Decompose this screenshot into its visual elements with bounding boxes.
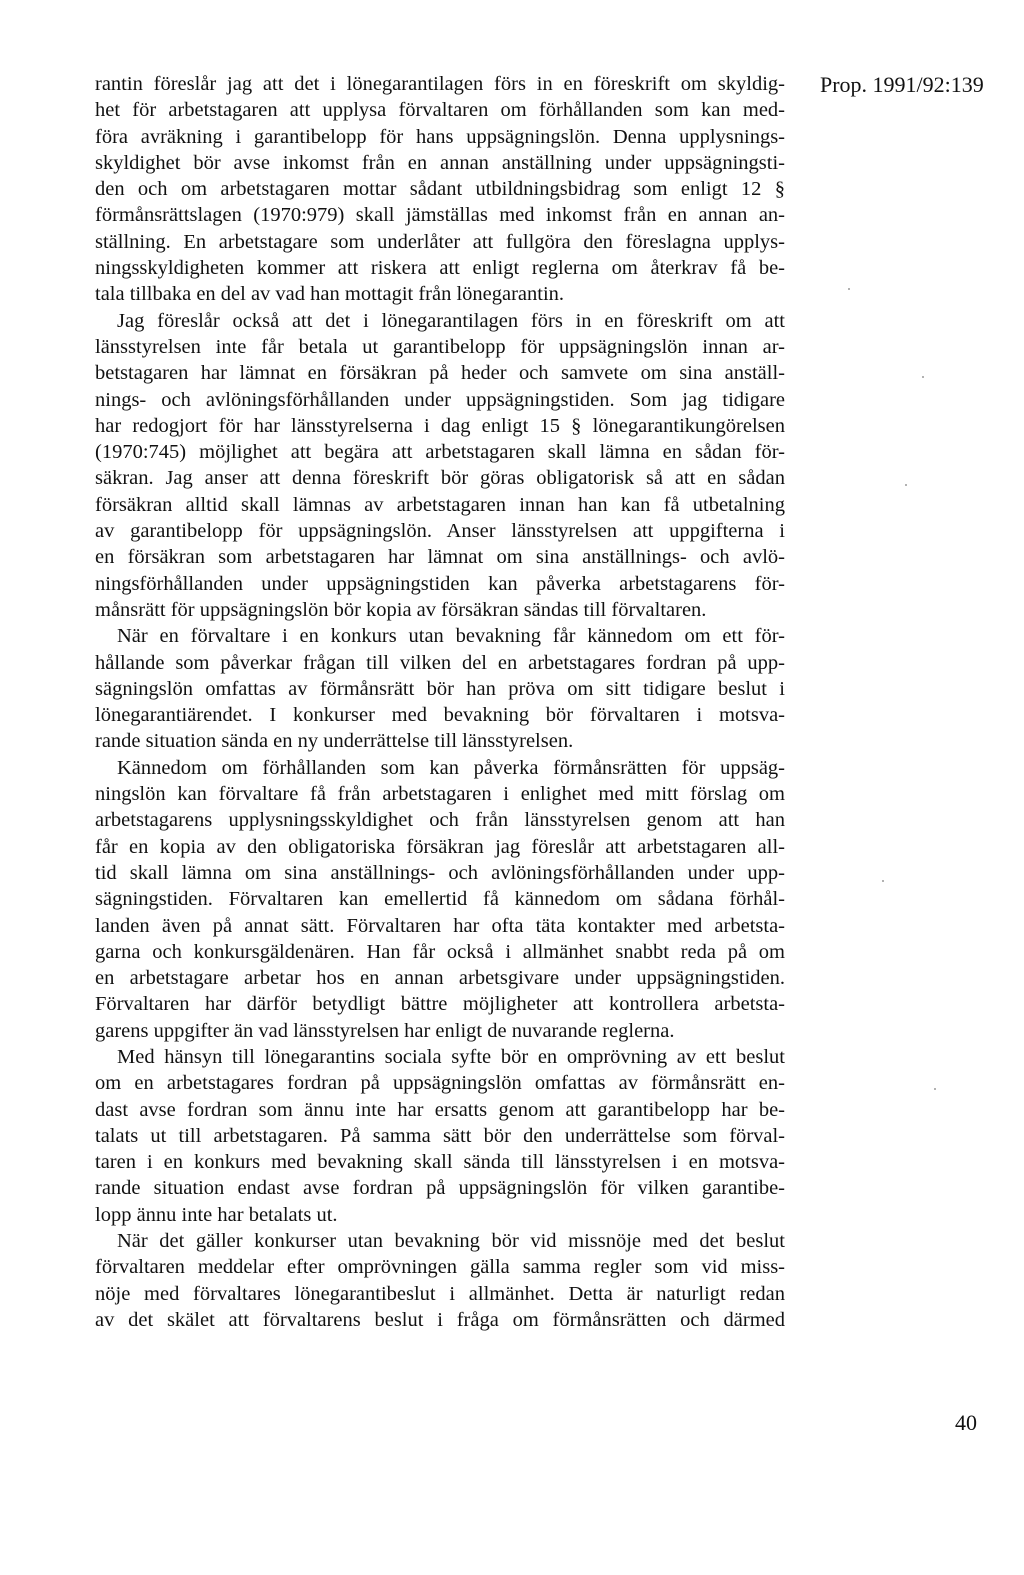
text-line: talats ut till arbetstagaren. På samma sätt bör den underrättelse som förval- xyxy=(95,1124,785,1147)
text-line: garna och konkursgäldenären. Han får också i allmänhet snabbt reda på om xyxy=(95,940,785,963)
text-line: månsrätt för uppsägningslön bör kopia av försäkran sändas till förvaltaren. xyxy=(95,598,707,621)
text-line: länsstyrelsen inte får betala ut garantibelopp för uppsägningslön innan ar- xyxy=(95,335,785,358)
paragraph-1 xyxy=(95,71,785,308)
scan-speck xyxy=(922,376,924,378)
paragraph-3 xyxy=(95,623,785,754)
scan-speck xyxy=(848,288,850,290)
text-line: dast avse fordran som ännu inte har ersatts genom att garantibelopp har be- xyxy=(95,1098,785,1121)
text-line: arbetstagarens upplysningsskyldighet och från länsstyrelsen genom att han xyxy=(95,809,785,832)
text-line: När det gäller konkurser utan bevakning bör vid missnöje med det beslut xyxy=(117,1230,785,1253)
scan-speck xyxy=(882,880,884,882)
text-line: Jag föreslår också att det i lönegarantilagen förs in en föreskrift om att xyxy=(117,309,785,332)
text-line: lopp ännu inte har betalats ut. xyxy=(95,1203,338,1226)
text-line: tid skall lämna om sina anställnings- och avlöningsförhållanden under upp- xyxy=(95,861,785,884)
text-line: ningsförhållanden under uppsägningstiden kan påverka arbetstagarens för- xyxy=(95,572,785,595)
page-number: 40 xyxy=(955,1410,977,1435)
text-line: av garantibelopp för uppsägningslön. Anser länsstyrelsen att uppgifterna i xyxy=(95,520,785,543)
text-line: rantin föreslår jag att det i lönegarantilagen förs in en föreskrift om skyldig- xyxy=(95,73,785,95)
text-line: en försäkran som arbetstagaren har lämnat om sina anställnings- och avlö- xyxy=(95,546,785,569)
text-line: om en arbetstagares fordran på uppsägningslön omfattas av förmånsrätt en- xyxy=(95,1072,785,1095)
text-line: av det skälet att förvaltarens beslut i fråga om förmånsrätten och därmed xyxy=(95,1308,785,1331)
text-line: förmånsrättslagen (1970:979) skall jämställas med inkomst från en annan an- xyxy=(95,204,785,227)
text-line: sägningstiden. Förvaltaren kan emellertid få kännedom om sådana förhål- xyxy=(95,888,785,911)
text-line: (1970:745) möjlighet att begära att arbetstagaren skall lämna en sådan för- xyxy=(95,441,785,464)
body-text xyxy=(95,71,785,1333)
text-line: Förvaltaren har därför betydligt bättre möjligheter att kontrollera arbetsta- xyxy=(95,993,785,1016)
document-reference: Prop. 1991/92:139 xyxy=(820,72,984,97)
text-line: säkran. Jag anser att denna föreskrift bör göras obligatorisk så att en sådan xyxy=(95,467,785,490)
text-line: het för arbetstagaren att upplysa förvaltaren om förhållanden som kan med- xyxy=(95,99,785,122)
scan-speck xyxy=(934,1088,936,1090)
text-line: ningsskyldigheten kommer att riskera att enligt reglerna om återkrav få be- xyxy=(95,257,785,280)
text-line: betstagaren har lämnat en försäkran på heder och samvete om sina anställ- xyxy=(95,362,785,385)
text-line: ningslön kan förvaltare få från arbetstagaren i enlighet med mitt förslag om xyxy=(95,783,785,806)
text-line: har redogjort för har länsstyrelserna i dag enligt 15 § lönegarantikungörelsen xyxy=(95,414,785,437)
text-line: taren i en konkurs med bevakning skall sända till länsstyrelsen i en motsva- xyxy=(95,1151,785,1174)
text-line: ställning. En arbetstagare som underlåter att fullgöra den föreslagna upplys- xyxy=(95,230,785,253)
text-line: Kännedom om förhållanden som kan påverka förmånsrätten för uppsäg- xyxy=(117,756,785,779)
text-line: nöje med förvaltares lönegarantibeslut i allmänhet. Detta är naturligt redan xyxy=(95,1282,785,1305)
text-line: sägningslön omfattas av förmånsrätt bör han pröva om sitt tidigare beslut i xyxy=(95,677,785,700)
paragraph-6 xyxy=(95,1228,785,1333)
text-line: förvaltaren meddelar efter omprövningen gälla samma regler som vid miss- xyxy=(95,1256,785,1279)
paragraph-5 xyxy=(95,1044,785,1228)
text-line: en arbetstagare arbetar hos en annan arbetsgivare under uppsägningstiden. xyxy=(95,967,785,990)
text-line: garens uppgifter än vad länsstyrelsen har enligt de nuvarande reglerna. xyxy=(95,1019,675,1042)
text-line: När en förvaltare i en konkurs utan bevakning får kännedom om ett för- xyxy=(117,625,785,648)
text-line: nings- och avlöningsförhållanden under uppsägningstiden. Som jag tidigare xyxy=(95,388,785,411)
paragraph-2 xyxy=(95,308,785,624)
text-line: den och om arbetstagaren mottar sådant utbildningsbidrag som enligt 12 § xyxy=(95,178,785,201)
text-line: föra avräkning i garantibelopp för hans uppsägningslön. Denna upplysnings- xyxy=(95,125,785,148)
text-line: lönegarantiärendet. I konkurser med bevakning bör förvaltaren i motsva- xyxy=(95,704,785,727)
paragraph-4 xyxy=(95,755,785,1044)
text-line: tala tillbaka en del av vad han mottagit från lönegarantin. xyxy=(95,283,565,306)
text-line: skyldighet bör avse inkomst från en annan anställning under uppsägningsti- xyxy=(95,151,785,174)
text-line: rande situation endast avse fordran på uppsägningslön för vilken garantibe- xyxy=(95,1177,785,1200)
text-line: hållande som påverkar frågan till vilken del en arbetstagares fordran på upp- xyxy=(95,651,785,674)
text-line: får en kopia av den obligatoriska försäkran jag föreslår att arbetstagaren all- xyxy=(95,835,785,858)
text-line: rande situation sända en ny underrättelse till länsstyrelsen. xyxy=(95,730,574,753)
text-line: försäkran alltid skall lämnas av arbetstagaren innan han kan få utbetalning xyxy=(95,493,785,516)
text-line: landen även på annat sätt. Förvaltaren har ofta täta kontakter med arbetsta- xyxy=(95,914,785,937)
text-line: Med hänsyn till lönegarantins sociala syfte bör en omprövning av ett beslut xyxy=(117,1045,785,1068)
scan-speck xyxy=(905,484,907,486)
